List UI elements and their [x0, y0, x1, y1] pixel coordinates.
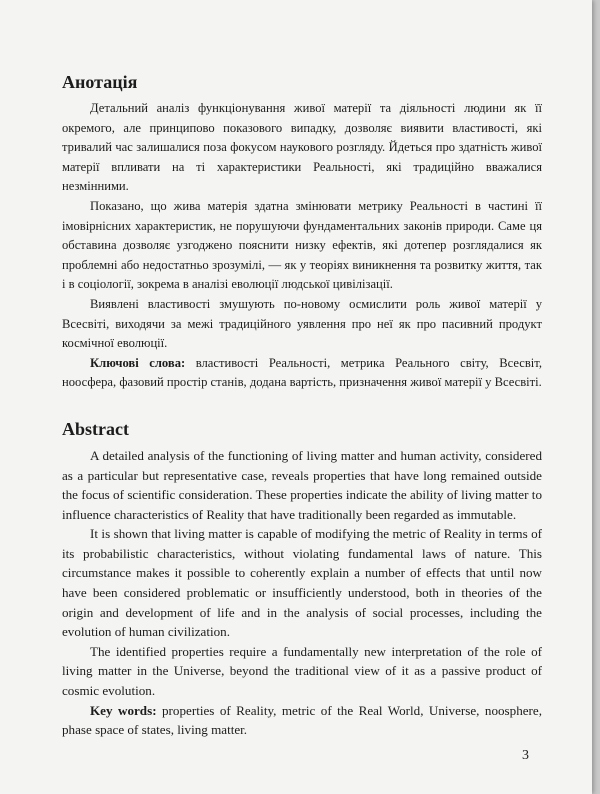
annotation-heading: Анотація: [62, 72, 138, 92]
page-content: [62, 72, 542, 740]
abstract-section: [62, 419, 542, 740]
section-spacer: [62, 393, 542, 419]
annotation-paragraph-1: Детальний аналіз функціонування живої матерії та діяльності людини як її окремого, але принципово показового випадку, дозволяє виявити властивості, які тривалий час залишалися поза фокусом наукового розгляду. Йдеться про здатність живої матерії впливати на ті характеристики Реальності, які традиційно вважалися незмінними.: [62, 101, 542, 194]
annotation-keywords: [62, 354, 542, 393]
abstract-paragraph-2: It is shown that living matter is capable of modifying the metric of Reality in terms of its probabilistic characteristics, without violating fundamental laws of nature. This circumstance makes it possible to coherently explain a number of effects that until now have been considered problematic or insufficiently understood, both in theories of the origin and development of life and in the analysis of social processes, including the evolution of human civilization.: [62, 526, 542, 640]
page-number: 3: [522, 748, 529, 763]
abstract-keywords-label: Key words:: [90, 702, 157, 718]
annotation-keywords-text: властивості Реальності, метрика Реального світу, Всесвіт, ноосфера, фазовий простір станів, додана вартість, призначення живої матерії у Всесвіті.: [62, 355, 542, 390]
abstract-keywords: [62, 701, 542, 740]
abstract-paragraph-1: A detailed analysis of the functioning of living matter and human activity, considered as a particular but representative case, reveals properties that have long remained outside the focus of scientific consideration. These properties indicate the ability of living matter to influence characteristics of Reality that have traditionally been regarded as immutable.: [62, 447, 542, 522]
abstract-keywords-text: properties of Reality, metric of the Real World, Universe, noosphere, phase space of states, living matter.: [62, 702, 542, 738]
abstract-heading: Abstract: [62, 418, 129, 439]
annotation-paragraph-3: Виявлені властивості змушують по-новому осмислити роль живої матерії у Всесвіті, виходячи за межі традиційного уявлення про неї як про пасивний продукт космічної еволюції.: [62, 296, 542, 351]
annotation-keywords-label: Ключові слова:: [90, 355, 186, 370]
abstract-paragraph-3: The identified properties require a fundamentally new interpretation of the role of living matter in the Universe, beyond the traditional view of it as a passive product of cosmic evolution.: [62, 643, 542, 699]
annotation-section: [62, 72, 542, 393]
annotation-paragraph-2: Показано, що жива матерія здатна змінювати метрику Реальності в частині її імовірнісних характеристик, не порушуючи фундаментальних законів природи. Саме ця обставина дозволяє узгоджено пояснити низку ефектів, які дотепер розглядалися як проблемні або недостатньо зрозумілі, — як у теоріях виникнення та розвитку життя, так і в соціології, зокрема в аналізі еволюції людської цивілізації.: [62, 198, 542, 292]
